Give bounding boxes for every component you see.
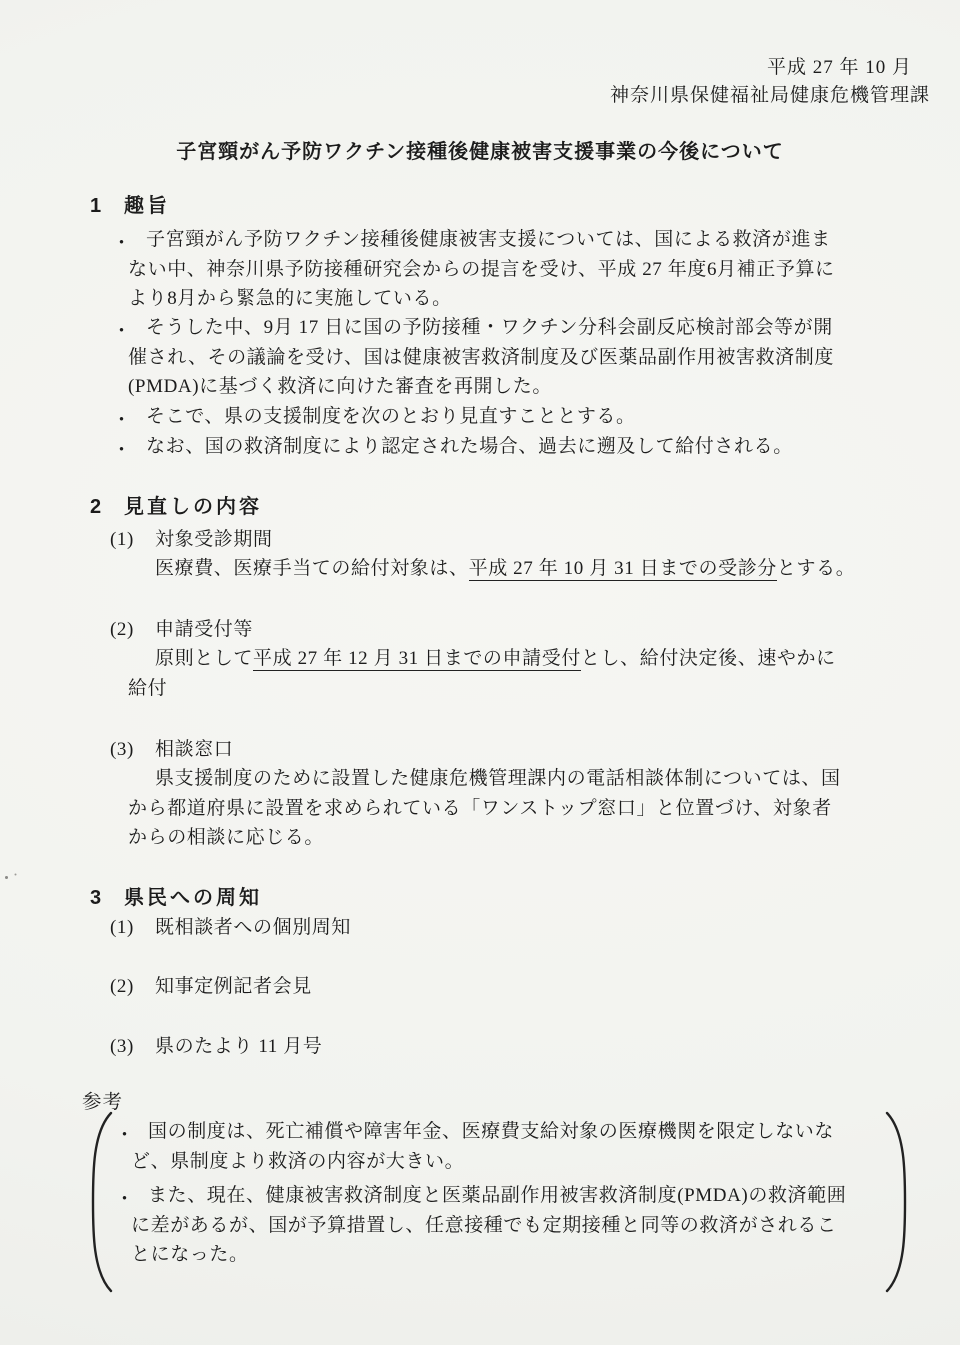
- text-segment: また、現在、健康被害救済制度と医薬品副作用被害救済制度(PMDA)の救済範囲: [148, 1185, 847, 1206]
- text-line: [131, 1150, 464, 1174]
- text-line: [148, 1184, 846, 1208]
- text-segment: 給付: [128, 677, 168, 699]
- item-number: (2): [110, 619, 134, 640]
- item-label: 知事定例記者会見: [155, 976, 312, 997]
- text-segment: (PMDA)に基づく救済に向けた審査を再開した。: [128, 376, 552, 397]
- text-line: [155, 767, 841, 791]
- section-number: 2: [90, 496, 102, 518]
- section-number: 1: [90, 195, 102, 217]
- bullet-marker: ・: [115, 1125, 135, 1146]
- item-label: 相談窓口: [155, 739, 234, 760]
- bullet-marker: ・: [112, 321, 132, 342]
- text-segment: から都道府県に設置を求められている「ワンストップ窓口」と位置づけ、対象者: [128, 797, 832, 819]
- text-segment: より8月から緊急的に実施している。: [128, 288, 452, 309]
- text-line: [155, 647, 836, 671]
- text-segment: とになった。: [131, 1244, 249, 1265]
- text-line: [146, 228, 831, 252]
- bullet-marker: ・: [112, 233, 132, 254]
- item-number: (2): [110, 976, 134, 997]
- text-segment: 国の制度は、死亡補償や障害年金、医療費支給対象の医療機関を限定しないな: [148, 1121, 835, 1142]
- text-line: [148, 1120, 834, 1144]
- bullet-marker: ・: [112, 410, 132, 431]
- section-heading: 見直しの内容: [124, 496, 262, 518]
- item-number: (1): [110, 917, 134, 938]
- text-line: [131, 1214, 837, 1238]
- text-line: [146, 405, 636, 429]
- text-line: [131, 1243, 249, 1267]
- section-heading: 県民への周知: [124, 887, 262, 909]
- text-line: [128, 677, 167, 701]
- item-label: 申請受付等: [155, 619, 254, 640]
- text-line: [128, 287, 452, 311]
- text-segment: そこで、県の支援制度を次のとおり見直すこととする。: [146, 406, 636, 427]
- bullet-marker: ・: [115, 1189, 135, 1210]
- reference-label: 参考: [82, 1092, 124, 1113]
- text-line: [128, 797, 832, 821]
- reference-content: [85, 1110, 913, 1294]
- text-segment: 催され、その議論を受け、国は健康被害救済制度及び医薬品副作用被害救済制度: [128, 346, 834, 368]
- underlined-text: 平成 27 年 12 月 31 日までの申請受付: [253, 648, 581, 669]
- text-line: [128, 826, 324, 850]
- text-segment: そうした中、9月 17 日に国の予防接種・ワクチン分科会副反応検討部会等が開: [146, 317, 833, 338]
- header-department: 神奈川県保健福祉局健康危機管理課: [609, 85, 930, 106]
- document-title: 子宮頸がん予防ワクチン接種後健康被害支援事業の今後について: [176, 141, 784, 163]
- text-line: [128, 346, 834, 370]
- scan-artifact: [5, 876, 8, 879]
- text-line: [146, 435, 793, 459]
- item-number: (1): [110, 529, 134, 550]
- text-segment: 医療費、医療手当ての給付対象は、: [155, 558, 469, 579]
- item-label: 対象受診期間: [155, 529, 273, 550]
- underlined-text: 平成 27 年 10 月 31 日までの受診分: [468, 558, 777, 579]
- text-segment: 子宮頸がん予防ワクチン接種後健康被害支援については、国による救済が進ま: [146, 229, 831, 250]
- bullet-marker: ・: [112, 440, 132, 461]
- header-date: 平成 27 年 10 月: [766, 57, 912, 78]
- reference-box: [85, 1110, 913, 1294]
- text-line: [146, 316, 833, 340]
- text-segment: ない中、神奈川県予防接種研究会からの提言を受け、平成 27 年度6月補正予算に: [128, 258, 835, 280]
- item-number: (3): [110, 1036, 134, 1057]
- text-line: [128, 375, 552, 399]
- text-line: [128, 258, 835, 282]
- text-segment: に差があるが、国が予算措置し、任意接種でも定期接種と同等の救済がされるこ: [131, 1214, 837, 1236]
- text-segment: からの相談に応じる。: [128, 827, 325, 848]
- text-segment: 原則として: [155, 648, 254, 669]
- section-heading: 趣旨: [124, 195, 170, 217]
- text-segment: なお、国の救済制度により認定された場合、過去に遡及して給付される。: [146, 436, 793, 457]
- text-segment: とし、給付決定後、速やかに: [580, 648, 836, 669]
- item-label: 県のたより 11 月号: [155, 1036, 323, 1057]
- item-label: 既相談者への個別周知: [155, 917, 352, 938]
- text-segment: 県支援制度のために設置した健康危機管理課内の電話相談体制については、国: [155, 768, 841, 789]
- text-segment: ど、県制度より救済の内容が大きい。: [131, 1150, 465, 1172]
- section-number: 3: [90, 887, 102, 909]
- text-segment: とする。: [776, 558, 856, 579]
- text-line: [155, 557, 855, 581]
- item-number: (3): [110, 739, 134, 760]
